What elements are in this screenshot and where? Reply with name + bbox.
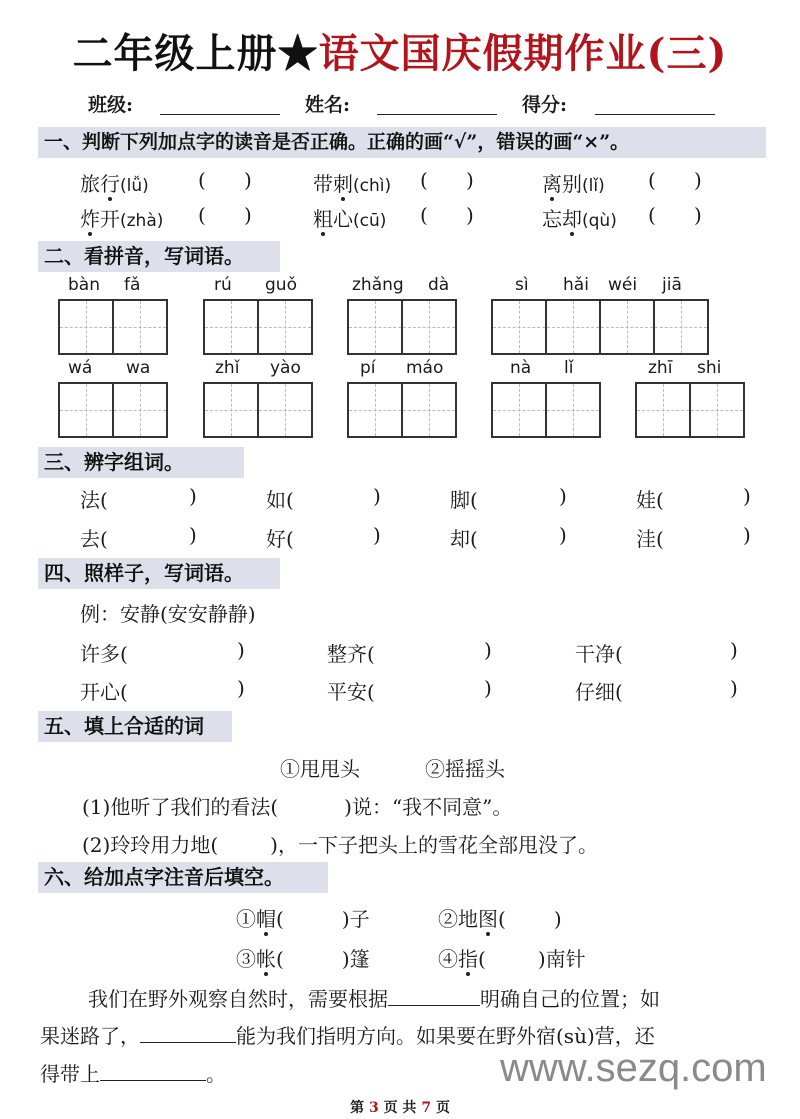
name-label: 姓名: (305, 94, 351, 116)
s4-word: 开心( (80, 680, 128, 704)
s3-char: 去( (80, 527, 108, 551)
s1-answer-paren[interactable]: ( ) (420, 168, 474, 192)
s4-example: 例：安静(安安静静) (80, 602, 256, 626)
s4-close: ) (730, 638, 738, 662)
pinyin-label: máo (406, 358, 444, 378)
s3-close: ) (743, 484, 751, 508)
s3-close: ) (373, 484, 381, 508)
pinyin-label: bàn (68, 275, 100, 295)
pinyin-label: wá (68, 358, 93, 378)
section2-heading: 二、看拼音，写词语。 (38, 241, 280, 272)
title-main: 语文国庆假期作业(三) (318, 30, 728, 77)
s6-paragraph-line2: 果迷路了， 能为我们指明方向。如果要在野外宿(sù)营，还 (40, 1024, 655, 1048)
pinyin-label: wéi (608, 275, 638, 295)
s3-char: 却( (450, 527, 478, 551)
s3-close: ) (373, 523, 381, 547)
pinyin-label: zhī (648, 358, 673, 378)
pinyin-label: jiā (662, 275, 682, 295)
s4-word: 许多( (80, 642, 128, 666)
writing-grid[interactable] (635, 382, 745, 438)
s3-char: 好( (266, 527, 294, 551)
writing-grid[interactable] (347, 382, 457, 438)
pinyin-label: zhǎng (352, 275, 404, 295)
s1-answer-paren[interactable]: ( ) (198, 168, 252, 192)
star-icon: ★ (277, 30, 319, 77)
pinyin-label: rú (214, 275, 232, 295)
writing-grid[interactable] (491, 299, 709, 355)
section5-heading: 五、填上合适的词 (38, 711, 232, 742)
score-label: 得分: (522, 94, 568, 116)
title-grade: 二年级上册 (72, 30, 278, 77)
pinyin-label: nà (510, 358, 532, 378)
blank-field[interactable] (100, 1080, 206, 1081)
page-title (0, 22, 800, 79)
s5-option-2: ②摇摇头 (425, 757, 505, 781)
writing-grid[interactable] (203, 382, 313, 438)
pinyin-label: lǐ (564, 358, 574, 378)
s4-word: 平安( (327, 680, 375, 704)
blank-field[interactable] (388, 1005, 480, 1006)
blank-field[interactable] (140, 1042, 236, 1043)
s4-close: ) (730, 676, 738, 700)
s6-item: ③帐( )篷 (236, 947, 370, 971)
s6-item: ①帽( )子 (236, 907, 370, 931)
pinyin-label: shi (697, 358, 722, 378)
pinyin-label: yào (270, 358, 301, 378)
pinyin-label: zhǐ (215, 358, 240, 378)
pinyin-label: hǎi (563, 275, 589, 295)
pinyin-label: fǎ (124, 275, 141, 295)
s4-word: 整齐( (327, 642, 375, 666)
s3-char: 法( (80, 488, 108, 512)
writing-grid[interactable] (203, 299, 313, 355)
s3-close: ) (559, 523, 567, 547)
s4-close: ) (237, 638, 245, 662)
s4-word: 干净( (575, 642, 623, 666)
s4-close: ) (484, 676, 492, 700)
name-field[interactable] (377, 114, 497, 115)
s3-char: 如( (266, 488, 294, 512)
section3-heading: 三、辨字组词。 (38, 447, 244, 478)
pinyin-label: guǒ (265, 275, 297, 295)
s1-item: 离别(lǐ) (542, 172, 605, 196)
s1-answer-paren[interactable]: ( ) (648, 203, 702, 227)
watermark: www.sezq.com (500, 1046, 767, 1090)
pinyin-label: sì (515, 275, 529, 295)
section4-heading: 四、照样子，写词语。 (38, 558, 280, 589)
s3-char: 脚( (450, 488, 478, 512)
s5-question-2: (2)玲玲用力地( )，一下子把头上的雪花全部甩没了。 (82, 833, 598, 857)
writing-grid[interactable] (491, 382, 601, 438)
pinyin-label: dà (428, 275, 450, 295)
s4-close: ) (484, 638, 492, 662)
s6-item: ②地图( ) (438, 907, 562, 931)
s4-close: ) (237, 676, 245, 700)
class-label: 班级: (88, 94, 134, 116)
s1-item: 带刺(chì) (313, 172, 392, 196)
s1-item: 忘却(qù) (542, 207, 617, 231)
s1-item: 旅行(lǚ) (80, 172, 149, 196)
pinyin-label: pí (360, 358, 376, 378)
s3-char: 娃( (636, 488, 664, 512)
writing-grid[interactable] (58, 382, 168, 438)
section6-heading: 六、给加点字注音后填空。 (38, 862, 328, 893)
pinyin-label: wa (126, 358, 151, 378)
s6-item: ④指( )南针 (438, 947, 586, 971)
s3-close: ) (189, 484, 197, 508)
class-field[interactable] (160, 114, 280, 115)
s3-close: ) (189, 523, 197, 547)
s1-answer-paren[interactable]: ( ) (198, 203, 252, 227)
s3-close: ) (743, 523, 751, 547)
s6-paragraph-line1: 我们在野外观察自然时，需要根据 明确自己的位置；如 (88, 987, 660, 1011)
section1-heading: 一、判断下列加点字的读音是否正确。正确的画“√”，错误的画“×”。 (38, 127, 766, 158)
writing-grid[interactable] (58, 299, 168, 355)
s3-close: ) (559, 484, 567, 508)
s4-word: 仔细( (575, 680, 623, 704)
s1-item: 粗心(cū) (313, 207, 387, 231)
score-field[interactable] (595, 114, 715, 115)
s1-answer-paren[interactable]: ( ) (648, 168, 702, 192)
s5-question-1: (1)他听了我们的看法( )说：“我不同意”。 (82, 795, 513, 819)
writing-grid[interactable] (347, 299, 457, 355)
s5-option-1: ①甩甩头 (280, 757, 360, 781)
s1-item: 炸开(zhà) (80, 207, 164, 231)
s3-char: 洼( (636, 527, 664, 551)
s1-answer-paren[interactable]: ( ) (420, 203, 474, 227)
page-footer: 第 3 页 共 7 页 (350, 1100, 450, 1116)
s6-paragraph-line3: 得带上 。 (40, 1062, 226, 1086)
